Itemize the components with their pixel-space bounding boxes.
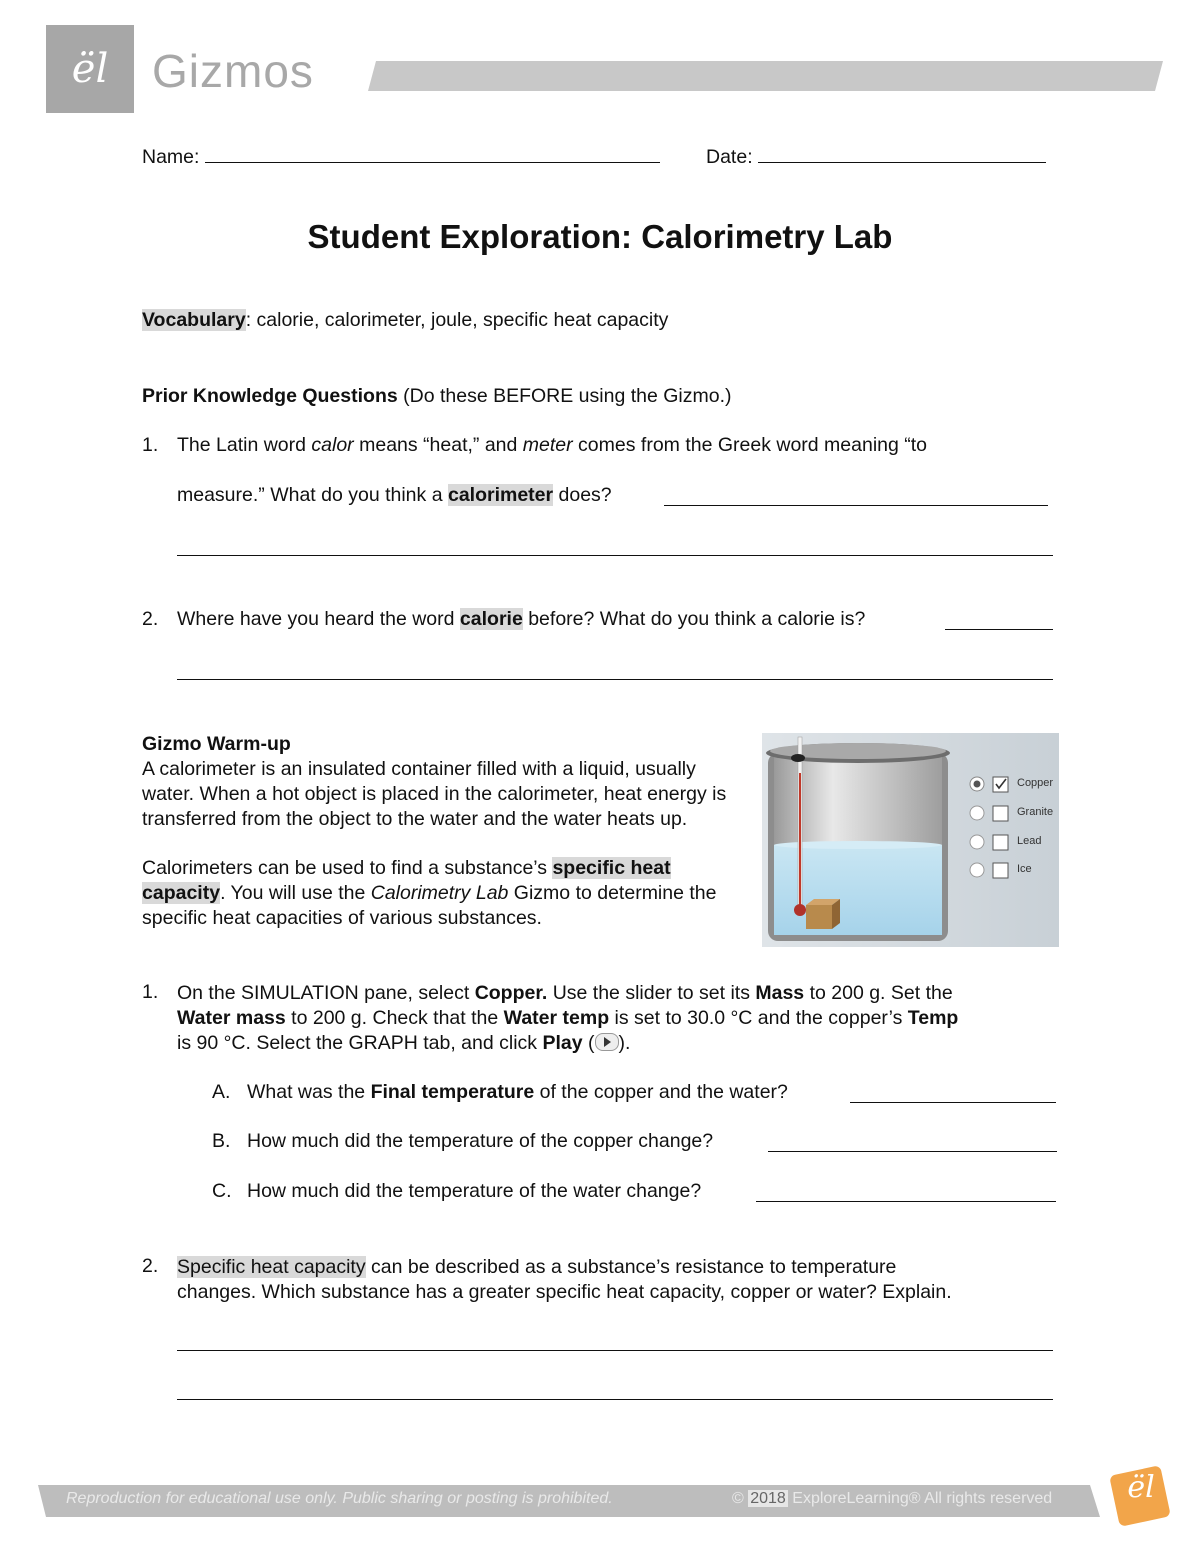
prior-heading-bold: Prior Knowledge Questions — [142, 385, 398, 407]
bold-final-temperature: Final temperature — [370, 1081, 535, 1103]
answer-line[interactable] — [177, 555, 1053, 556]
brand-name: Gizmos — [152, 45, 314, 97]
word-meter: meter — [522, 434, 573, 456]
prior-q1-line2 — [177, 484, 612, 507]
prior-q2-num: 2. — [142, 608, 159, 630]
text: Calorimeters can be used to find a substance’s — [142, 857, 553, 879]
text: The Latin word — [177, 434, 312, 456]
sim-option-lead: Lead — [1017, 835, 1042, 847]
name-field[interactable] — [142, 144, 660, 169]
text: of the copper and the water? — [534, 1081, 788, 1103]
sim-option-copper: Copper — [1017, 777, 1054, 789]
date-line[interactable] — [758, 144, 1046, 163]
exercise-q2-num: 2. — [142, 1255, 159, 1277]
text: can be described as a substance’s resistance to temperature — [365, 1256, 897, 1278]
sub-question-a-letter: A. — [212, 1081, 231, 1103]
warmup-paragraph-1: A calorimeter is an insulated container filled with a liquid, usually water. When a hot object is placed in the calorimeter, heat energy is transferred from the object to the water and the water heats up. — [142, 758, 727, 830]
text: Where have you heard the word — [177, 608, 460, 630]
text: ). — [618, 1032, 631, 1054]
answer-line[interactable] — [768, 1151, 1057, 1152]
sub-question-a — [247, 1081, 788, 1104]
bold-temp: Temp — [907, 1007, 959, 1029]
sub-question-c: How much did the temperature of the water change? — [247, 1180, 702, 1202]
badge-glyph: ël — [1127, 1470, 1155, 1505]
text: means “heat,” and — [353, 434, 523, 456]
warmup-paragraph-2 — [142, 856, 742, 931]
footer-copyright — [732, 1490, 1052, 1508]
sub-question-c-letter: C. — [212, 1180, 232, 1202]
word-calor: calor — [311, 434, 354, 456]
text: . You will use the — [220, 882, 371, 904]
copyright-symbol: © — [732, 1490, 749, 1507]
date-label: Date: — [706, 146, 753, 168]
calorimeter-simulation-image — [762, 733, 1059, 947]
highlight-specific-heat-capacity: Specific heat capacity — [177, 1256, 366, 1278]
text: What was the — [247, 1081, 371, 1103]
text: Use the slider to set its — [547, 982, 756, 1004]
prior-q2-line1 — [177, 608, 865, 631]
bold-water-mass: Water mass — [177, 1007, 286, 1029]
text: is 90 °C. Select the GRAPH tab, and click — [177, 1032, 543, 1054]
prior-q1-line1 — [177, 434, 927, 457]
copyright-year: 2018 — [750, 1490, 786, 1507]
warmup-heading: Gizmo Warm-up — [142, 733, 291, 755]
text: is set to 30.0 °C and the copper’s — [609, 1007, 908, 1029]
play-icon — [595, 1033, 619, 1051]
exercise-q1-num: 1. — [142, 981, 159, 1003]
sim-option-granite: Granite — [1017, 806, 1054, 818]
vocabulary-label: Vocabulary — [142, 309, 246, 331]
text: ( — [582, 1032, 595, 1054]
copyright-text: ExploreLearning® All rights reserved — [787, 1490, 1053, 1507]
sim-option-ice: Ice — [1017, 863, 1032, 875]
highlight-calorie: calorie — [459, 608, 523, 630]
text: to 200 g. Set the — [804, 982, 953, 1004]
name-label: Name: — [142, 146, 200, 168]
header-bar — [368, 61, 1163, 91]
highlight-specific-heat: specific heat capacity — [142, 857, 671, 904]
name-line[interactable] — [205, 144, 660, 163]
bold-play: Play — [542, 1032, 583, 1054]
text: Gizmo to determine the specific heat capacities of various substances. — [142, 882, 717, 929]
italic-gizmo-name: Calorimetry Lab — [370, 882, 509, 904]
exercise-q2-text — [177, 1255, 1057, 1305]
explorelearning-logo — [46, 25, 134, 113]
sub-question-b: How much did the temperature of the copper change? — [247, 1130, 714, 1152]
answer-line[interactable] — [756, 1201, 1056, 1202]
answer-line[interactable] — [850, 1102, 1056, 1103]
text: does? — [553, 484, 612, 506]
answer-line[interactable] — [664, 505, 1048, 506]
gizmo-warmup-section — [142, 732, 752, 931]
answer-line[interactable] — [177, 679, 1053, 680]
prior-q1-num: 1. — [142, 434, 159, 456]
bold-copper: Copper. — [474, 982, 548, 1004]
logo-glyph: ël — [71, 46, 109, 92]
text: to 200 g. Check that the — [285, 1007, 504, 1029]
vocabulary-text: : calorie, calorimeter, joule, specific heat capacity — [245, 309, 669, 331]
exercise-q1-text — [177, 981, 1057, 1056]
highlight-calorimeter: calorimeter — [447, 484, 554, 506]
footer-disclaimer: Reproduction for educational use only. Public sharing or posting is prohibited. — [66, 1490, 613, 1507]
prior-knowledge-heading — [142, 385, 732, 408]
vocabulary-line — [142, 309, 668, 332]
text: measure.” What do you think a — [177, 484, 448, 506]
page-title: Student Exploration: Calorimetry Lab — [307, 218, 893, 255]
text: changes. Which substance has a greater specific heat capacity, copper or water? Explain. — [177, 1281, 952, 1303]
prior-heading-note: (Do these BEFORE using the Gizmo.) — [397, 385, 732, 407]
text: before? What do you think a calorie is? — [522, 608, 866, 630]
answer-line[interactable] — [177, 1350, 1053, 1351]
answer-line[interactable] — [177, 1399, 1053, 1400]
text: On the SIMULATION pane, select — [177, 982, 475, 1004]
bold-water-temp: Water temp — [503, 1007, 610, 1029]
bold-mass: Mass — [755, 982, 805, 1004]
sub-question-b-letter: B. — [212, 1130, 231, 1152]
answer-line[interactable] — [945, 629, 1053, 630]
text: comes from the Greek word meaning “to — [572, 434, 928, 456]
date-field[interactable] — [706, 144, 1046, 169]
